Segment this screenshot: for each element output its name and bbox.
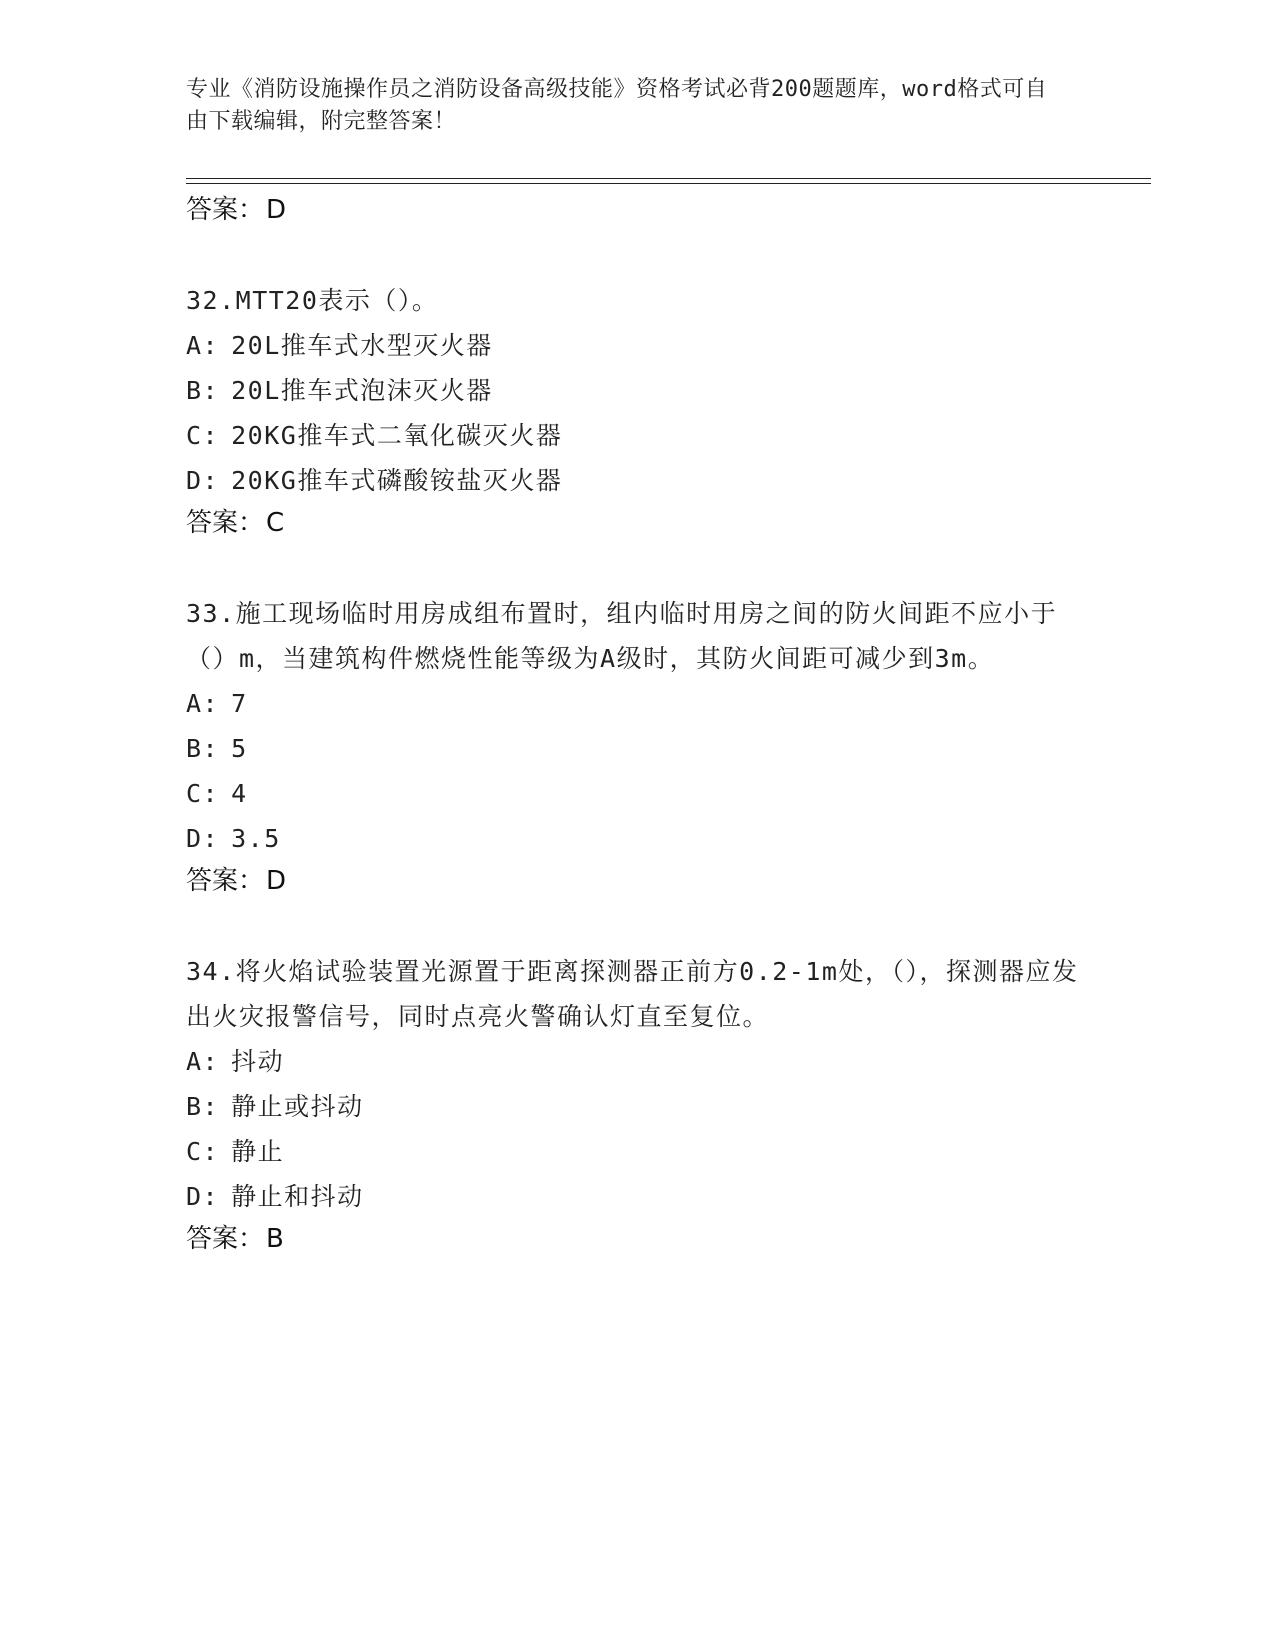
option-a <box>186 681 1086 726</box>
option-b <box>186 1084 1086 1129</box>
question-text: 33.施工现场临时用房成组布置时，组内临时用房之间的防火间距不应小于（）m，当建筑构件燃烧性能等级为A级时，其防火间距可减少到3m。 <box>186 599 1058 673</box>
option-text: 4 <box>231 779 248 808</box>
question-block <box>186 949 1086 1259</box>
option-b <box>186 368 1086 413</box>
option-letter: B: <box>186 734 220 763</box>
header-rule-bottom <box>186 183 1151 184</box>
question-text: 34.将火焰试验装置光源置于距离探测器正前方0.2-1m处，（），探测器应发出火灾报警信号，同时点亮火警确认灯直至复位。 <box>186 957 1079 1031</box>
answer-value: B <box>266 1224 284 1254</box>
option-text: 静止或抖动 <box>231 1092 364 1121</box>
option-c <box>186 413 1086 458</box>
answer-label: 答案： <box>186 508 265 538</box>
answer-label: 答案： <box>186 195 265 225</box>
option-text: 5 <box>231 734 248 763</box>
answer-label: 答案： <box>186 1224 265 1254</box>
option-text: 7 <box>231 689 248 718</box>
option-text: 20KG推车式磷酸铵盐灭火器 <box>231 466 563 495</box>
option-letter: D: <box>186 824 220 853</box>
answer-line <box>186 861 1086 901</box>
answer-line <box>186 1219 1086 1259</box>
option-d <box>186 458 1086 503</box>
option-text: 静止 <box>231 1137 285 1166</box>
header-rule-top <box>186 178 1151 179</box>
document-header: 专业《消防设施操作员之消防设备高级技能》资格考试必背200题题库，word格式可自由下载编辑，附完整答案！ <box>186 77 1048 134</box>
option-letter: D: <box>186 466 220 495</box>
option-c <box>186 771 1086 816</box>
option-d <box>186 816 1086 861</box>
option-letter: A: <box>186 331 220 360</box>
question-text: 32.MTT20表示（）。 <box>186 286 439 315</box>
option-letter: C: <box>186 421 220 450</box>
option-d <box>186 1174 1086 1219</box>
option-letter: C: <box>186 1137 220 1166</box>
option-a <box>186 1039 1086 1084</box>
answer-label: 答案： <box>186 866 265 896</box>
answer-line <box>186 503 1086 543</box>
document-body <box>186 190 1086 1259</box>
option-letter: A: <box>186 689 220 718</box>
option-letter: B: <box>186 1092 220 1121</box>
question-block <box>186 278 1086 543</box>
option-text: 静止和抖动 <box>231 1182 364 1211</box>
answer-value: C <box>266 508 285 538</box>
option-text: 抖动 <box>231 1047 285 1076</box>
option-b <box>186 726 1086 771</box>
option-letter: D: <box>186 1182 220 1211</box>
answer-value: D <box>266 866 287 896</box>
option-text: 20KG推车式二氧化碳灭火器 <box>231 421 563 450</box>
option-letter: A: <box>186 1047 220 1076</box>
option-c <box>186 1129 1086 1174</box>
option-a <box>186 323 1086 368</box>
question-block <box>186 591 1086 901</box>
answer-value: D <box>266 195 287 225</box>
option-letter: B: <box>186 376 220 405</box>
option-text: 20L推车式水型灭火器 <box>231 331 493 360</box>
option-letter: C: <box>186 779 220 808</box>
option-text: 20L推车式泡沫灭火器 <box>231 376 493 405</box>
answer-line <box>186 190 1086 230</box>
option-text: 3.5 <box>231 824 281 853</box>
